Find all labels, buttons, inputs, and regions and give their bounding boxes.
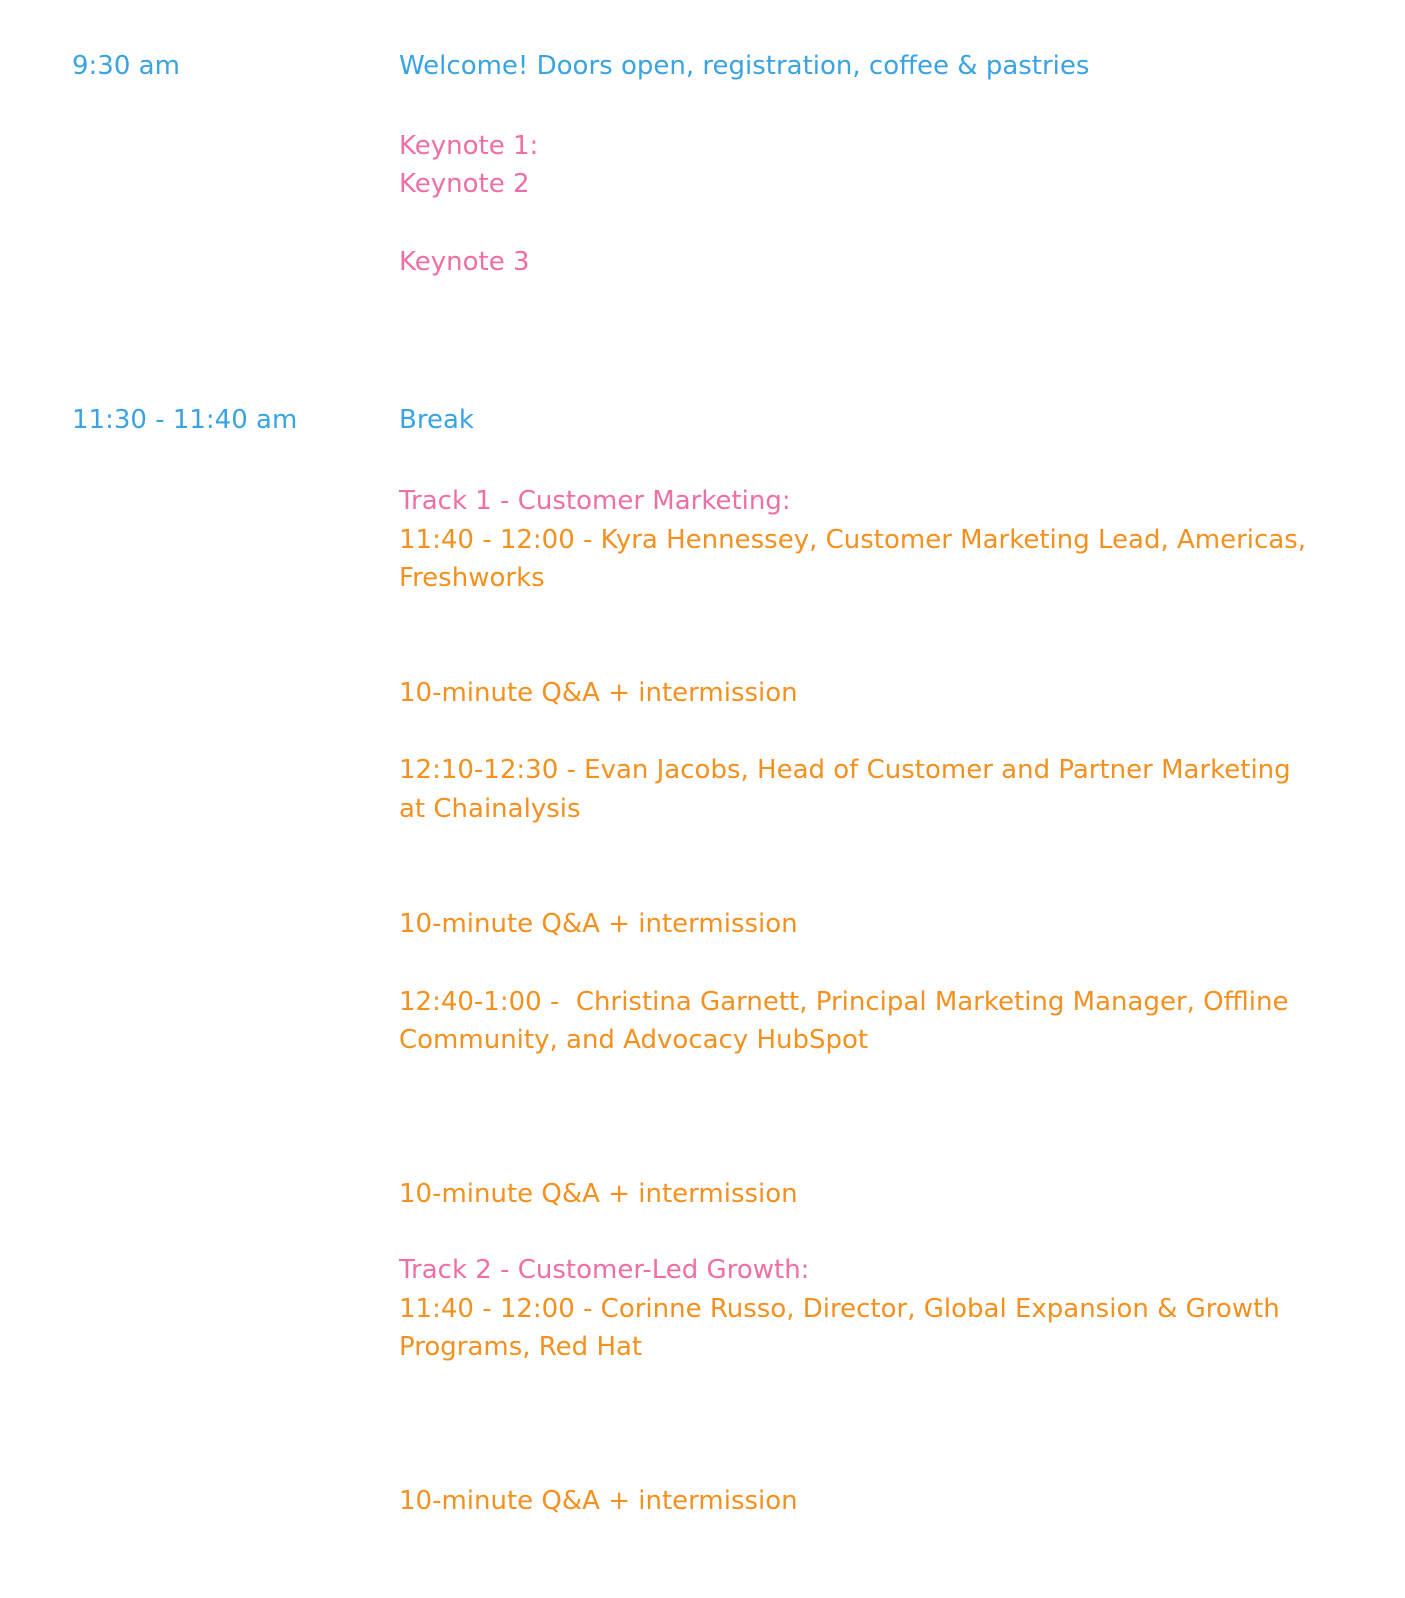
slot-time-930: 9:30 am [72,51,180,81]
track-2-heading: Track 2 - Customer-Led Growth: [399,1255,810,1285]
track-2-qa-1: 10-minute Q&A + intermission [399,1486,798,1516]
track-1-qa-2: 10-minute Q&A + intermission [399,909,798,939]
track-2-talk-1-line-1: 11:40 - 12:00 - Corinne Russo, Director, Global Expansion & Growth [399,1294,1280,1324]
track-1-talk-1-line-2: Freshworks [399,563,545,593]
track-1-talk-2-line-2: at Chainalysis [399,794,581,824]
keynote-2: Keynote 2 [399,169,530,199]
track-2-talk-1-line-2: Programs, Red Hat [399,1332,643,1362]
welcome-text: Welcome! Doors open, registration, coffee & pastries [399,51,1090,81]
keynote-1: Keynote 1: [399,131,539,161]
track-1-qa-3: 10-minute Q&A + intermission [399,1179,798,1209]
track-1-talk-3-line-1: 12:40-1:00 - Christina Garnett, Principal Marketing Manager, Offline [399,987,1289,1017]
break-text: Break [399,405,474,435]
track-1-talk-3-line-2: Community, and Advocacy HubSpot [399,1025,869,1055]
keynote-3: Keynote 3 [399,247,530,277]
track-1-talk-1-line-1: 11:40 - 12:00 - Kyra Hennessey, Customer Marketing Lead, Americas, [399,525,1307,555]
track-1-heading: Track 1 - Customer Marketing: [399,486,791,516]
track-1-talk-2-line-1: 12:10-12:30 - Evan Jacobs, Head of Customer and Partner Marketing [399,755,1291,785]
track-1-qa-1: 10-minute Q&A + intermission [399,678,798,708]
slot-time-1130: 11:30 - 11:40 am [72,405,298,435]
